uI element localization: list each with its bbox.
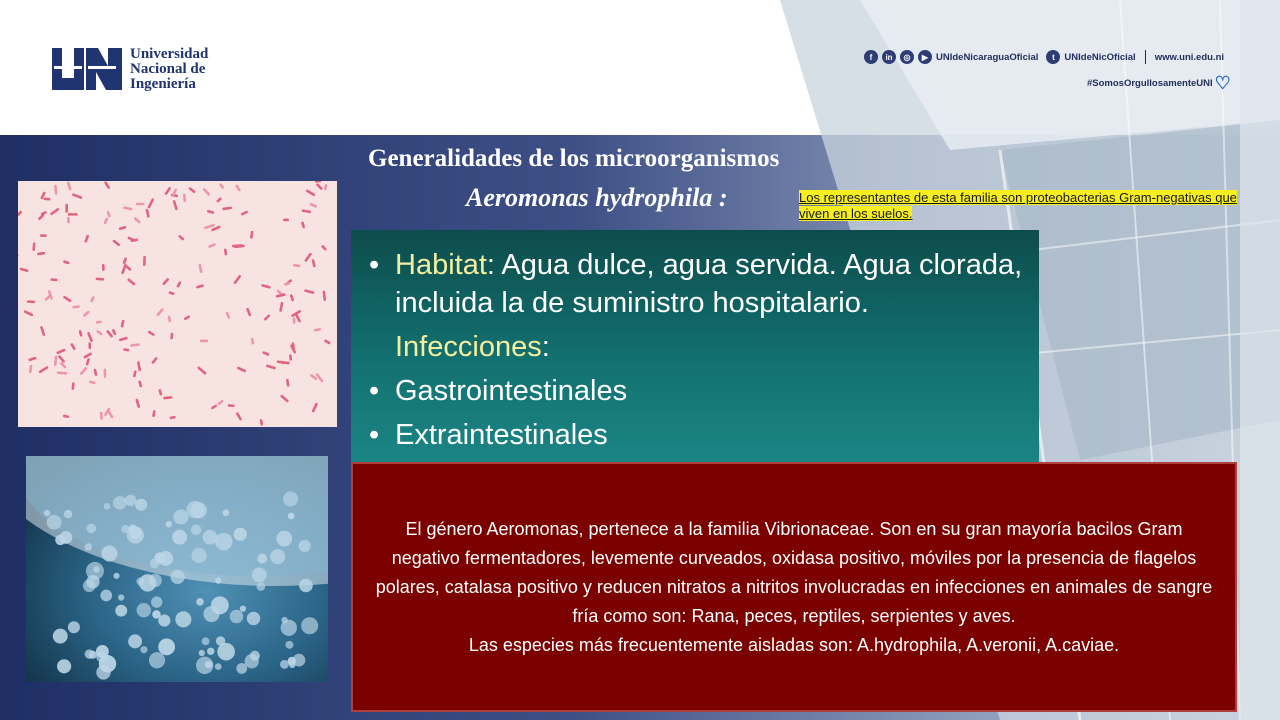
uni-logo-mark-icon [50,46,124,92]
logo-text [130,47,208,92]
logo-line-2: Nacional de [130,60,206,77]
twitter-icon[interactable]: t [1046,50,1060,64]
hashtag-badge [1087,73,1231,93]
logo-line-3: Ingeniería [130,75,196,92]
instagram-icon[interactable]: ◎ [900,50,914,64]
slide-title: Generalidades de los microorganismos [368,145,780,172]
habitat-text: : Agua dulce, agua servida. Agua clorada, incluida la de suministro hospitalario. [395,249,1023,319]
social-bar [864,50,1224,64]
description-paragraph-2: Las especies más frecuentemente aisladas son: A.hydrophila, A.veronii, A.caviae. [468,634,1120,655]
infection-type-item: • Gastrointestinales [369,372,1039,410]
description-box [351,462,1237,712]
habitat-label: Habitat [395,249,487,281]
highlight-note [799,190,1239,222]
habitat-item [369,246,1039,322]
infecciones-label: Infecciones [395,331,542,363]
heart-icon: ♡ [1214,73,1231,93]
description-paragraph-1: El género Aeromonas, pertenece a la familia Vibrionaceae. Son en su gran mayoría bacilos Gram negativo fermentadores, levemente curveados, oxidasa positivo, móviles por la presencia de flagelos polares, catalasa positivo y reducen nitratos a nitritos involucradas en infecciones en animales de sangre fría como son: Rana, peces, reptiles, serpientes y aves. [375,518,1213,626]
twitter-handle[interactable]: UNIdeNicOficial [1064,51,1136,63]
description-text [371,515,1217,660]
university-logo [50,46,208,92]
hashtag-text: #SomosOrgullosamenteUNI [1087,77,1213,89]
infection-type-item: • Extraintestinales [369,416,1039,454]
facebook-handle[interactable]: UNIdeNicaraguaOficial [936,51,1039,63]
slide-subtitle: Aeromonas hydrophila : [466,183,728,212]
youtube-icon[interactable]: ▶ [918,50,932,64]
linkedin-icon[interactable]: in [882,50,896,64]
gram-stain-microscopy-image [18,181,337,427]
highlight-note-text: Los representantes de esta familia son proteobacterias Gram-negativas que viven en los suelos. [799,190,1237,221]
infecciones-item [369,328,1039,366]
infecciones-colon: : [541,331,550,363]
logo-line-1: Universidad [130,45,209,62]
habitat-list [351,230,1039,454]
website-link[interactable]: www.uni.edu.ni [1154,51,1225,63]
culture-plate-image [26,456,328,682]
habitat-infections-box [351,230,1039,463]
facebook-icon[interactable]: f [864,50,878,64]
divider [1145,50,1146,64]
